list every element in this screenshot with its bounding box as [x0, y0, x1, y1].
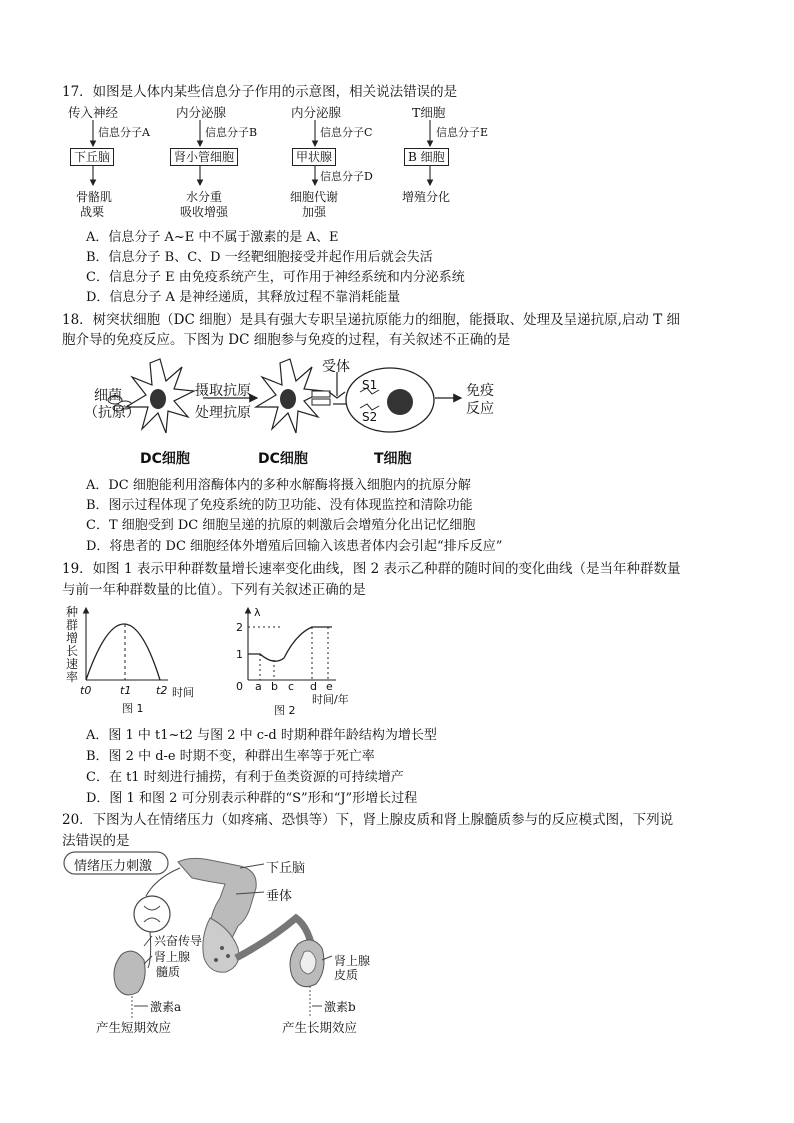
- q20-medulla-1: 肾上腺: [154, 950, 191, 964]
- q17-source-2: 内分泌腺: [176, 105, 227, 120]
- q18-s1: S1: [362, 378, 378, 392]
- q19-stem-line1: 19．如图 1 表示甲种群数量增长速率变化曲线，图 2 表示乙种群的随时间的变化曲线（是当年种群数量: [62, 561, 681, 577]
- fig1-ylabel-1: 群: [66, 618, 79, 632]
- q17-effect-3a: 细胞代谢: [290, 190, 339, 204]
- q19-stem-line2: 与前一年种群数量的比值）。下列有关叙述正确的是: [62, 582, 366, 598]
- q18-option-d[interactable]: D．将患者的 DC 细胞经体外增殖后回输入该患者体内会引起“排斥反应”: [86, 539, 503, 554]
- q20-hormone-a: 激素a: [150, 1000, 182, 1014]
- q18-stem-line1: 18．树突状细胞（DC 细胞）是具有强大专职呈递抗原能力的细胞，能摄取、处理及呈递抗原,启动 T 细: [62, 312, 680, 328]
- fig1-t1: t1: [120, 684, 132, 697]
- q17-option-d[interactable]: D．信息分子 A 是神经递质，其释放过程不靠消耗能量: [86, 290, 401, 305]
- q20-excite: 兴奋传导: [154, 934, 203, 948]
- q19-option-d[interactable]: D．图 1 和图 2 可分别表示种群的“S”形和“J”形增长过程: [86, 791, 418, 806]
- q18-s2: S2: [362, 410, 378, 424]
- q18-option-b[interactable]: B．图示过程体现了免疫系统的防卫功能、没有体现监控和清除功能: [86, 498, 473, 513]
- q17-source-3: 内分泌腺: [291, 105, 342, 120]
- fig2-origin: 0: [236, 680, 243, 693]
- fig2-ylabel: λ: [254, 606, 261, 619]
- spinal-cord-icon: [134, 896, 170, 932]
- fig1-ylabel-0: 种: [66, 605, 79, 619]
- q17-signal-1: 信息分子A: [98, 126, 150, 139]
- q20-medulla-2: 髓质: [156, 965, 181, 979]
- adrenal-medulla-icon: [114, 951, 145, 995]
- q20-long-effect: 产生长期效应: [282, 1020, 358, 1035]
- fig1-caption: 图 1: [122, 702, 144, 715]
- q18-bacteria-label1: 细菌: [94, 388, 122, 404]
- fig2-caption: 图 2: [274, 704, 296, 717]
- q18-option-a[interactable]: A．DC 细胞能利用溶酶体内的多种水解酶将摄入细胞内的抗原分解: [86, 478, 471, 493]
- fig2-y2: 2: [236, 621, 243, 634]
- dc-cell-2-icon: [256, 359, 330, 433]
- q20-pituitary: 垂体: [266, 889, 293, 904]
- fig2-y1: 1: [236, 648, 243, 661]
- q17-target-1: 下丘脑: [70, 148, 114, 166]
- fig2-tick-b: b: [271, 680, 278, 693]
- q17-option-a[interactable]: A．信息分子 A~E 中不属于激素的是 A、E: [86, 230, 339, 245]
- q17-option-c[interactable]: C．信息分子 E 由免疫系统产生，可作用于神经系统和内分泌系统: [86, 270, 465, 285]
- fig1-t0: t0: [80, 684, 92, 697]
- fig1-ylabel-2: 增: [66, 631, 79, 645]
- q18-tcell-label: T细胞: [374, 451, 412, 467]
- q18-bacteria-label2: （抗原）: [84, 405, 140, 421]
- q18-response2: 反应: [466, 401, 494, 417]
- q17-target-3: 甲状腺: [292, 148, 336, 166]
- receptor-icon: [329, 372, 347, 404]
- q17-effect-1a: 骨骼肌: [76, 190, 113, 204]
- fig1-xlabel: 时间: [172, 686, 194, 699]
- q18-option-c[interactable]: C．T 细胞受到 DC 细胞呈递的抗原的刺激后会增殖分化出记忆细胞: [86, 518, 476, 533]
- fig2-tick-d: d: [310, 680, 317, 693]
- fig2-xlabel: 时间/年: [312, 693, 349, 706]
- q18-step2: 处理抗原: [195, 405, 251, 421]
- q18-receptor-label: 受体: [322, 359, 350, 375]
- q17-effect-1b: 战栗: [80, 205, 105, 219]
- q17-arrows: [0, 0, 794, 230]
- q17-signal-2: 信息分子B: [205, 126, 258, 139]
- q17-signal-4: 信息分子E: [436, 126, 489, 139]
- q18-dc-label-2: DC细胞: [258, 451, 308, 467]
- q19-option-a[interactable]: A．图 1 中 t1~t2 与图 2 中 c-d 时期种群年龄结构为增长型: [86, 728, 437, 743]
- q17-signal-3b: 信息分子D: [320, 170, 373, 183]
- q17-effect-4a: 增殖分化: [402, 190, 451, 204]
- q19-option-c[interactable]: C．在 t1 时刻进行捕捞，有利于鱼类资源的可持续增产: [86, 770, 404, 785]
- q17-source-4: T细胞: [412, 105, 446, 120]
- fig1-ylabel-4: 速: [66, 657, 79, 671]
- fig2-tick-a: a: [255, 680, 262, 693]
- fig2-curve: [248, 627, 332, 661]
- q20-hypothalamus: 下丘脑: [266, 861, 306, 876]
- q17-effect-2a: 水分重: [186, 190, 223, 204]
- q20-short-effect: 产生短期效应: [96, 1020, 172, 1035]
- q18-response1: 免疫: [466, 383, 494, 399]
- fig1-ylabel-5: 率: [66, 670, 79, 684]
- fig1-ylabel-3: 长: [66, 644, 79, 658]
- q17-signal-3: 信息分子C: [320, 126, 373, 139]
- fig2-tick-e: e: [326, 680, 333, 693]
- q17-target-2: 肾小管细胞: [170, 148, 238, 166]
- q17-effect-3b: 加强: [302, 205, 327, 219]
- q19-option-b[interactable]: B．图 2 中 d-e 时期不变，种群出生率等于死亡率: [86, 749, 375, 764]
- q20-stem-line2: 法错误的是: [62, 833, 130, 849]
- q18-step1: 摄取抗原: [195, 383, 251, 399]
- q20-cortex-1: 肾上腺: [334, 954, 371, 968]
- q20-cortex-2: 皮质: [334, 968, 359, 982]
- q17-option-b[interactable]: B．信息分子 B、C、D 一经靶细胞接受并起作用后就会失活: [86, 250, 433, 265]
- q17-effect-2b: 吸收增强: [180, 205, 229, 219]
- q17-target-4: B 细胞: [404, 148, 449, 166]
- q17-source-1: 传入神经: [68, 105, 119, 120]
- fig1-t2: t2: [156, 684, 168, 697]
- q20-stem-line1: 20．下图为人在情绪压力（如疼痛、恐惧等）下，肾上腺皮质和肾上腺髓质参与的反应模式图，下列说: [62, 812, 674, 828]
- t-cell-icon: [346, 368, 434, 432]
- q20-hormone-b: 激素b: [324, 1000, 356, 1014]
- fig2-tick-c: c: [288, 680, 295, 693]
- q18-stem-line2: 胞介导的免疫反应。下图为 DC 细胞参与免疫的过程，有关叙述不正确的是: [62, 332, 511, 348]
- q18-dc-label-1: DC细胞: [140, 451, 190, 467]
- q17-stem: 17．如图是人体内某些信息分子作用的示意图，相关说法错误的是: [62, 84, 458, 100]
- q20-stimulus: 情绪压力刺激: [74, 859, 153, 874]
- fig1-curve: [86, 624, 160, 680]
